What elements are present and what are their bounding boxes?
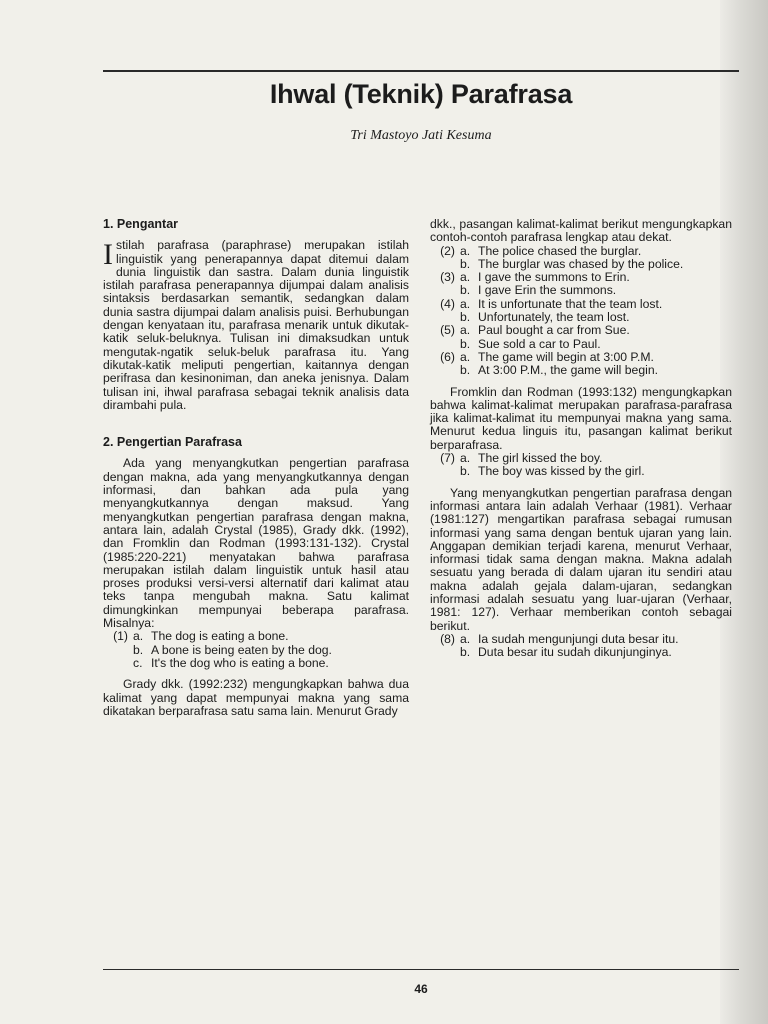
example-text: Ia sudah mengunjungi duta besar itu. [478,631,679,646]
example-number: (8) [440,631,455,646]
example-list-2 [430,245,732,378]
example-item [430,311,732,324]
example-text: It is unfortunate that the team lost. [478,296,663,311]
grady-paragraph-continued: dkk., pasangan kalimat-kalimat berikut mengungkapkan contoh-contoh parafrasa lengkap atau dekat. [430,217,732,245]
left-column [103,218,409,718]
example-text: The game will begin at 3:00 P.M. [478,349,654,364]
example-text: The police chased the burglar. [478,243,642,258]
example-letter: a. [460,631,471,646]
example-item [103,657,409,670]
example-letter: b. [133,642,144,657]
example-item [430,258,732,271]
intro-paragraph-text: stilah parafrasa (paraphrase) merupakan istilah linguistik yang penerapannya dapat ditemui dalam dunia linguistik dan sastra. Dalam dunia linguistik istilah parafrasa penerapannya dijumpai dalam analisis sintaksis berdasarkan semantik, sedangkan dalam dunia sastra dijumpai dalam analisis puisi. Berhubungan dengan kenyataan itu, parafrasa menarik untuk dikutak-katik seluk-beluknya. Tulisan ini dimaksudkan untuk mengutak-ngatik seluk-beluk parafrasa itu. Yang dikutak-katik meliputi pengertian, kaitannya dengan perifrasa dan kesinoniman, dan aneka jenisnya. Dalam tulisan ini, ihwal parafrasa sebagai teknik analisis data dirambahi pula. [103,238,409,412]
footer-rule [103,969,739,970]
example-text: A bone is being eaten by the dog. [151,642,332,657]
example-item [430,364,732,377]
example-number: (7) [440,451,455,466]
example-number [103,644,131,657]
example-number: (4) [440,296,455,311]
example-item [430,351,732,364]
example-letter: b. [460,645,471,660]
page-number: 46 [414,982,428,996]
example-item [430,245,732,258]
example-text: It's the dog who is eating a bone. [151,655,329,670]
example-list-3 [430,452,732,479]
intro-paragraph [103,239,409,412]
grady-paragraph: Grady dkk. (1992:232) mengungkapkan bahwa dua kalimat yang dapat mempunyai makna yang sama dikatakan berparafrasa satu sama lain. Menurut Grady [103,677,409,718]
header-rule [103,70,739,72]
example-letter: a. [460,243,471,258]
example-item [430,338,732,351]
fromklin-paragraph: Fromklin dan Rodman (1993:132) mengungkapkan bahwa kalimat-kalimat merupakan parafrasa-parafrasa jika kalimat-kalimat itu mempunyai makna yang sama. Menurut kedua linguis itu, pasangan kalimat berikut berparafrasa. [430,384,732,452]
example-letter: a. [460,349,471,364]
example-number: (2) [440,243,455,258]
example-text: I gave the summons to Erin. [478,270,630,285]
example-item [103,644,409,657]
section-heading-pengertian: 2. Pengertian Parafrasa [103,435,242,450]
example-number [430,311,458,324]
example-item [430,324,732,337]
example-number [430,258,458,271]
example-item [430,284,732,297]
example-letter: b. [460,256,471,271]
example-text: The dog is eating a bone. [151,629,289,644]
example-number: (6) [440,349,455,364]
example-item [430,646,732,659]
drop-cap: I [103,238,113,272]
example-text: Sue sold a car to Paul. [478,336,601,351]
example-letter: b. [460,363,471,378]
example-number [430,465,458,478]
article-author: Tri Mastoyo Jati Kesuma [350,128,492,143]
example-letter: a. [133,629,144,644]
example-letter: a. [460,296,471,311]
section-heading-pengantar: 1. Pengantar [103,217,179,231]
example-letter: a. [460,270,471,285]
example-text: Duta besar itu sudah dikunjunginya. [478,645,672,660]
example-text: The burglar was chased by the police. [478,256,684,271]
example-number [430,284,458,297]
example-list-1 [103,630,409,670]
example-letter: a. [460,323,471,338]
example-text: Unfortunately, the team lost. [478,310,630,325]
example-list-4 [430,633,732,660]
example-number [430,364,458,377]
example-number [103,657,131,670]
example-number: (1) [113,629,128,644]
example-item [430,298,732,311]
example-text: The boy was kissed by the girl. [478,464,645,479]
example-number: (3) [440,270,455,285]
example-text: I gave Erin the summons. [478,283,617,298]
example-text: At 3:00 P.M., the game will begin. [478,363,658,378]
example-item [430,271,732,284]
example-item [103,630,409,643]
definition-paragraph: Ada yang menyangkutkan pengertian parafrasa dengan makna, ada yang menyangkutkannya dengan informasi, dan bahkan ada pula yang menyangkutkannya dengan maksud. Yang menyangkutkan pengertian parafrasa dengan makna, antara lain, adalah Crystal (1985), Grady dkk. (1992), dan Fromklin dan Rodman (1993:131-132). Crystal (1985:220-221) menyatakan bahwa parafrasa merupakan istilah dalam linguistik untuk hasil atau proses produksi versi-versi alternatif dari kalimat atau teks tanpa mengubah makna. Satu kalimat dimungkinkan mempunyai beberapa parafrasa. Misalnya: [103,456,409,631]
example-letter: b. [460,310,471,325]
example-number [430,338,458,351]
example-item [430,452,732,465]
example-item [430,633,732,646]
right-column [430,218,732,660]
example-item [430,465,732,478]
example-number: (5) [440,323,455,338]
article-title: Ihwal (Teknik) Parafrasa [269,79,573,109]
example-letter: a. [460,451,471,466]
example-number [430,646,458,659]
example-text: Paul bought a car from Sue. [478,323,630,338]
example-text: The girl kissed the boy. [478,451,603,466]
example-letter: c. [133,655,143,670]
verhaar-paragraph: Yang menyangkutkan pengertian parafrasa dengan informasi antara lain adalah Verhaar (1981). Verhaar (1981:127) mengartikan parafrasa sebagai rumusan informasi yang sama dengan bentuk ujaran yang lain. Anggapan demikian terjadi karena, menurut Verhaar, informasi tidak sama dengan makna. Makna adalah sesuatu yang berada di dalam ujaran itu sendiri atau makna adalah gejala dalam-ujaran, sedangkan informasi adalah sesuatu yang luar-ujaran (Verhaar, 1981: 127). Verhaar memberikan contoh sebagai berikut. [430,485,732,633]
example-letter: b. [460,336,471,351]
example-letter: b. [460,283,471,298]
example-letter: b. [460,464,471,479]
